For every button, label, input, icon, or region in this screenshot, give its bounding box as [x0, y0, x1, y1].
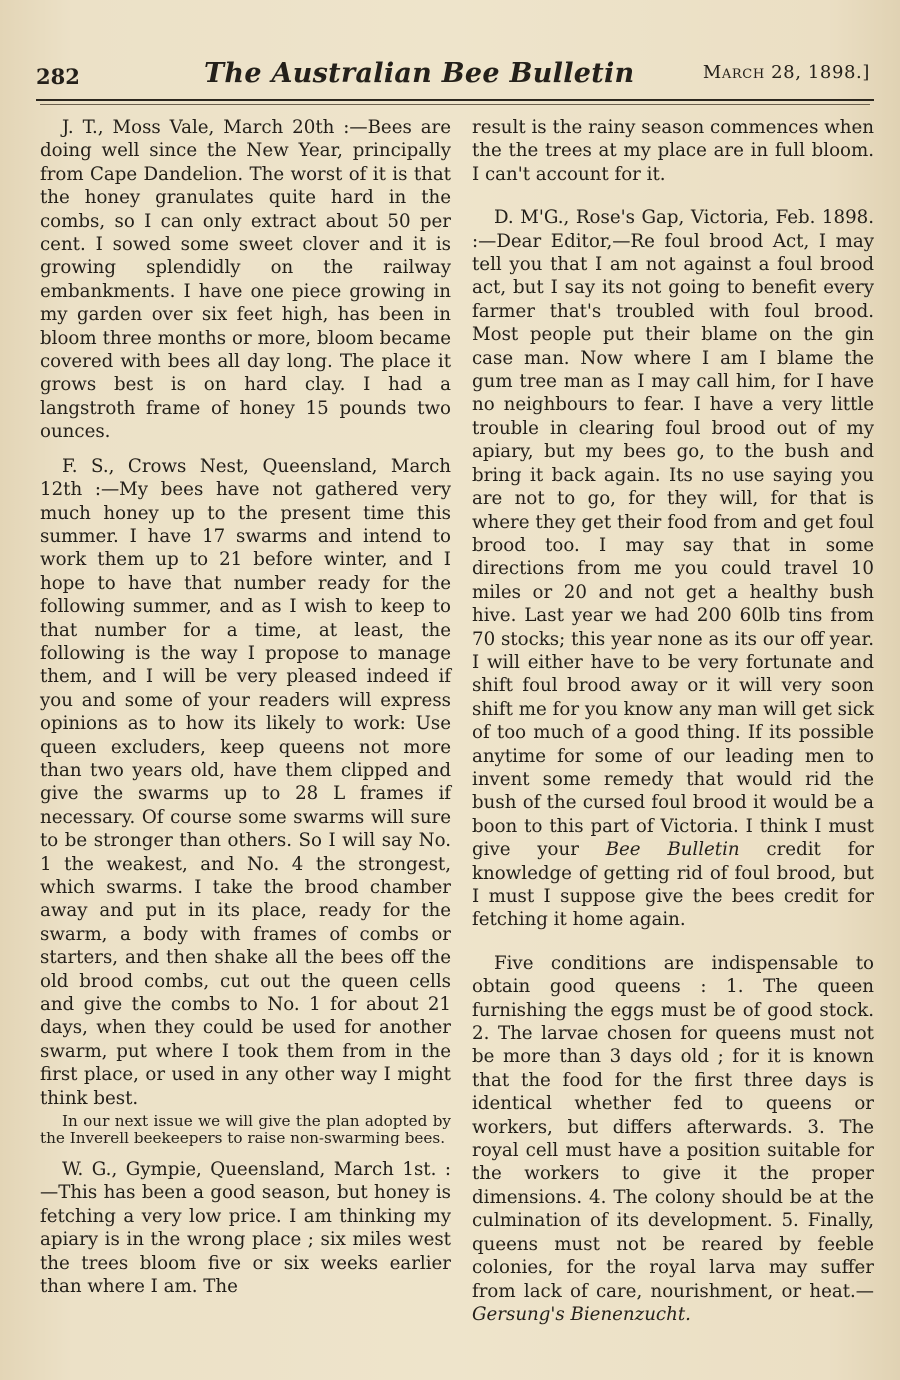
letter-dmg-text-b: credit for knowledge of getting rid of foul brood, but I must I suppose give the bees credit for fetching it home again.	[472, 839, 874, 931]
letter-wg-continued: result is the rainy season commences when the the trees at my place are in full bloom. I can't account for it.	[472, 117, 874, 185]
letter-dmg-text-a: D. M'G., Rose's Gap, Victoria, Feb. 1898. :—Dear Editor,—Re foul brood Act, I may tell you that I am not against a foul brood act, but I say its not going to benefit every farmer that's troubled with foul brood. Most people put their blame on the gin case man. Now where I am I blame the gum tree man as I may call him, for I have no neighbours to fear. I have a very little trouble in clearing foul brood out of my apiary, but my bees go, to the bush and bring it back again. Its no use saying you are not to go, for they will, for that is where they get their food from and get foul brood too. I may say that in some directions from me you could travel 10 miles or 20 and not get a healthy bush hive. Last year we had 200 60lb tins from 70 stocks; this year none as its our off year. I will either have to be very fortunate and shift foul brood away or it will very soon shift me for you know any man will get sick of too much of a good thing. If its possible anytime for some of our leading men to invent some remedy that would rid the bush of the cursed foul brood it would be a boon to this part of Victoria. I think I must give your	[472, 207, 874, 861]
letter-dmg-roses-gap	[472, 206, 874, 932]
article-source: Gersung's Bienenzucht.	[472, 1303, 691, 1325]
bee-bulletin-mention: Bee Bulletin	[605, 839, 740, 861]
right-column	[472, 116, 874, 1326]
letter-wg-gympie: W. G., Gympie, Queensland, March 1st. :—This has been a good season, but honey is fetching a very low price. I am thinking my apiary is in the wrong place ; six miles west the trees bloom five or six weeks earlier than where I am. The	[40, 1159, 451, 1298]
header-rule	[36, 99, 874, 101]
page-number: 282	[36, 64, 80, 89]
issue-date-month: March	[702, 62, 765, 83]
journal-title: The Australian Bee Bulletin	[204, 58, 635, 89]
issue-date	[703, 62, 870, 83]
page-header	[36, 56, 876, 102]
editor-note: In our next issue we will give the plan adopted by the Inverell beekeepers to raise non-swarming bees.	[40, 1112, 451, 1148]
letter-fs-crows-nest: F. S., Crows Nest, Queensland, March 12th :—My bees have not gathered very much honey up to the present time this summer. I have 17 swarms and intend to work them up to 21 before winter, and I hope to have that number ready for the following summer, and as I wish to keep to that number for a time, at least, the following is the way I propose to manage them, and I will be very pleased indeed if you and some of your readers will express opinions as to how its likely to work: Use queen excluders, keep queens not more than two years old, have them clipped and give the swarms up to 28 L frames if necessary. Of course some swarms will sure to be stronger than others. So I will say No. 1 the weakest, and No. 4 the strongest, which swarms. I take the brood chamber away and put in its place, ready for the swarm, a body with frames of combs or starters, and then shake all the bees off the old brood combs, cut out the queen cells and give the combs to No. 1 for about 21 days, when they could be used for another swarm, put where I took them from in the first place, or used in any other way I might think best.	[40, 455, 451, 1109]
good-queens-text: Five conditions are indispensable to obtain good queens : 1. The queen furnishing the eggs must be of good stock. 2. The larvae chosen for queens must not be more than 3 days old ; for it is known that the food for the first three days is identical whether fed to queens or workers, but differs afterwards. 3. The royal cell must have a position suitable for the workers to give it the proper dimensions. 4. The colony should be at the culmination of its development. 5. Finally, queens must not be reared by feeble colonies, for the royal larva may suffer from lack of care, nourishment, or heat.—	[472, 952, 874, 1302]
letter-jt-moss-vale: J. T., Moss Vale, March 20th :—Bees are doing well since the New Year, principally from Cape Dandelion. The worst of it is that the honey granulates quite hard in the combs, so I can only extract about 50 per cent. I sowed some sweet clover and it is growing splendidly on the railway embankments. I have one piece growing in my garden over six feet high, has been in bloom three months or more, bloom became covered with bees all day long. The place it grows best is on hard clay. I had a langstroth frame of honey 15 pounds two ounces.	[40, 117, 451, 443]
issue-date-rest: 28, 1898.]	[764, 62, 870, 83]
header-rule-thin	[40, 104, 870, 105]
left-column	[40, 116, 451, 1299]
article-good-queens	[472, 952, 874, 1327]
